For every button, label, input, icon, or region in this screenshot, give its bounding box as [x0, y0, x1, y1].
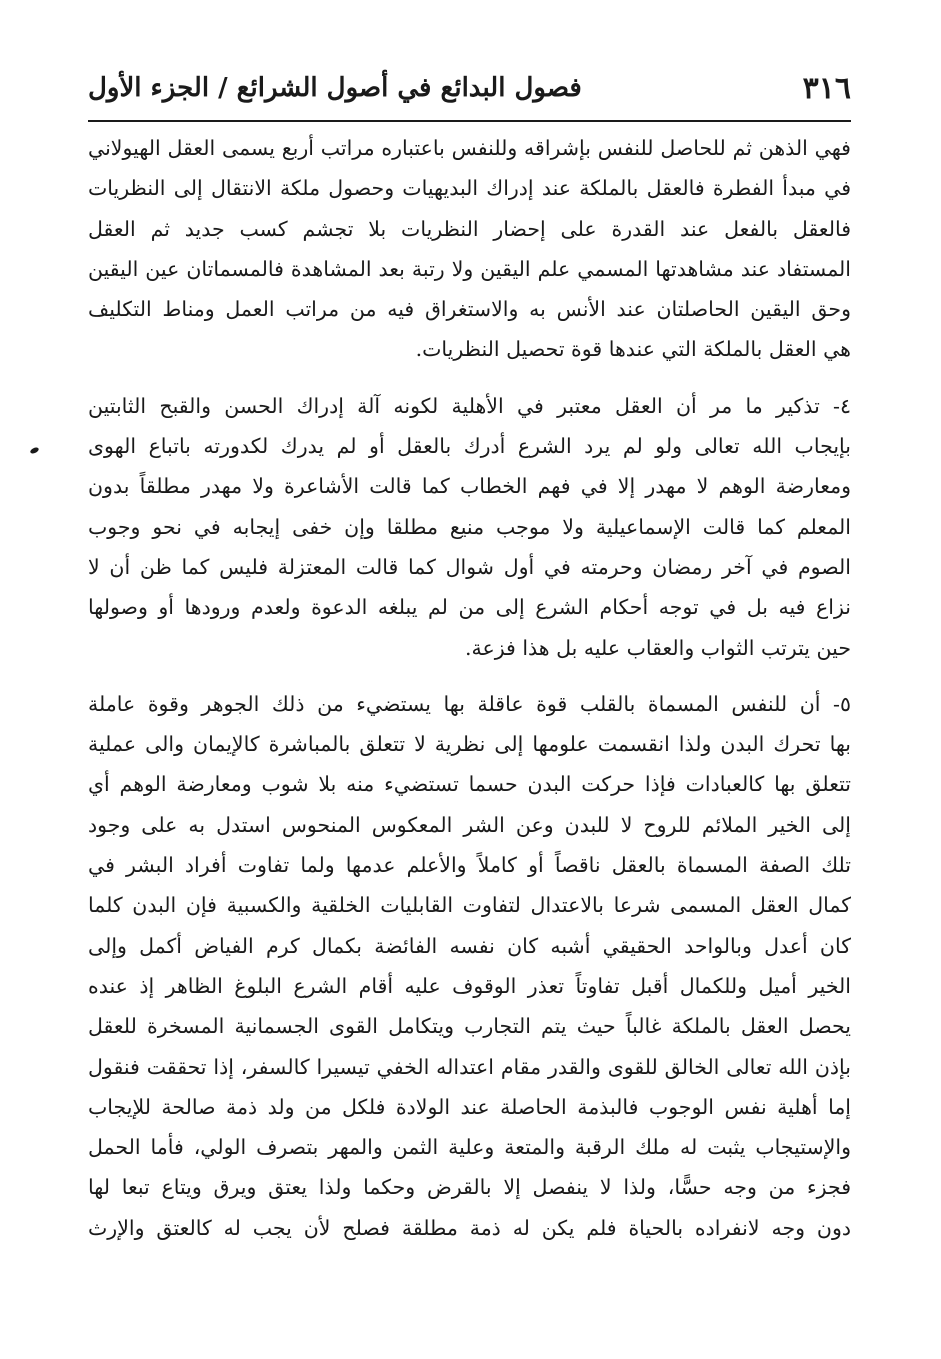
text-line: كان أعدل وبالواحد الحقيقي أشبه كان نفسه الفائضة بكمال كرم الفياض أكمل وإلى [88, 933, 851, 958]
text-line: كمال العقل المسمى شرعا بالاعتدال لتفاوت القابليات الخلقية والكسبية فإن البدن كلما [88, 893, 851, 918]
text-line: هي العقل بالملكة التي عندها قوة تحصيل النظريات. [415, 337, 851, 362]
body-text [88, 128, 851, 1248]
paragraph-1 [88, 128, 851, 370]
text-line: فالعقل بالفعل عند القدرة على إحضار النظريات بلا تجشم كسب جديد ثم العقل [88, 216, 851, 241]
header-rule [88, 120, 851, 122]
page-header [88, 62, 851, 114]
text-line: المستفاد عند مشاهدتها المسمي علم اليقين ولا رتبة بعد المشاهدة فالمسماتان عين اليقين [88, 256, 851, 281]
text-line: بإيجاب الله تعالى ولو لم يرد الشرع أدرك بالعقل أو لم يدرك لكدورته باتباع الهوى [88, 434, 851, 459]
text-line: دون وجه لانفراده بالحياة فلم يكن له ذمة مطلقة فصلح لأن يجب له كالعتق والإرث [88, 1215, 851, 1240]
text-line: ٥- أن للنفس المسماة بالقلب قوة عاقلة بها يستضيء من ذلك الجوهر وقوة عاملة [88, 691, 851, 716]
text-line: نزاع فيه بل في توجه أحكام الشرع إلى من لم يبلغه الدعوة ولعدم ورودها أو وصولها [88, 595, 851, 620]
text-line: حين يترتب الثواب والعقاب عليه بل هذا فزعة. [464, 635, 851, 660]
text-line: يحصل العقل بالملكة غالباً حيث يتم التجارب ويتكامل القوى الجسمانية المسخرة للعقل [88, 1014, 851, 1039]
margin-ink-mark [29, 446, 39, 454]
text-line: فجزء من وجه حسًّا، ولذا لا ينفصل إلا بالقرض وحكما ولذا يعتق ويرق ويتاع تبعا لها [88, 1175, 851, 1200]
text-line: ٤- تذكير ما مر أن العقل معتبر في الأهلية لكونه آلة إدراك الحسن والقبح الثابتين [88, 393, 851, 418]
paragraph-gap [88, 668, 851, 684]
paragraph-gap [88, 370, 851, 386]
text-line: إما أهلية نفس الوجوب فالبذمة الحاصلة عند الولادة فلكل من ولد ذمة صالحة للإيجاب [88, 1094, 851, 1119]
text-line: الصوم في آخر رمضان وحرمته في أول شوال كما قالت المعتزلة فليس كما ظن أن لا [88, 554, 851, 579]
text-line: تلك الصفة المسماة بالعقل ناقصاً أو كاملاً والأعلم عدمها ولما تفاوت أفراد البشر في [88, 853, 851, 878]
paragraph-2 [88, 386, 851, 668]
paragraph-3 [88, 684, 851, 1248]
text-line: الخير أميل وللكمال أقبل تفاوتاً تعذر الوقوف عليه أقام الشرع البلوغ الظاهر إذ عنده [88, 973, 851, 998]
text-line: تتعلق بها كالعبادات فإذا حركت البدن حسما تستضيء منه بلا شوب ومعارضة الوهم أي [88, 772, 851, 797]
text-line: والإستيجاب يثبت له ملك الرقبة والمتعة وعلية الثمن والمهر بتصرف الولي، فأما الحمل [88, 1135, 851, 1160]
text-line: بإذن الله تعالى الخالق للقوى والقدر مقام اعتداله الخفي تيسيرا كالسفر، إذا تحققت فنقول [88, 1054, 851, 1079]
text-line: وحق اليقين الحاصلتان عند الأنس به والاستغراق فيه من مراتب العمل ومناط التكليف [88, 297, 851, 322]
text-line: بها تحرك البدن ولذا انقسمت علومها إلى نظرية لا تتعلق بالمباشرة كالإيمان والى عملية [88, 732, 851, 757]
text-line: المعلم كما قالت الإسماعيلية ولا موجب منيع مطلقا وإن خفى إيجابه في نحو وجوب [88, 514, 851, 539]
text-line: إلى الخير الملائم للروح لا للبدن وعن الشر المعكوس المنحوس استدل به على وجود [88, 812, 851, 837]
text-line: فهي الذهن ثم للحاصل للنفس بإشراقه وللنفس باعتباره مراتب أربع يسمى العقل الهيولاني [88, 136, 851, 160]
running-title: فصول البدائع في أصول الشرائع / الجزء الأول [88, 73, 582, 103]
page-number: ٣١٦ [802, 70, 851, 106]
text-line: ومعارضة الوهم لا مهدر إلا في فهم الخطاب كما قالت الأشاعرة ولا مهدر مطلقاً بدون [88, 474, 851, 499]
text-line: في مبدأ الفطرة فالعقل بالملكة عند إدراك البديهيات وحصول ملكة الانتقال إلى النظريات [88, 176, 851, 201]
